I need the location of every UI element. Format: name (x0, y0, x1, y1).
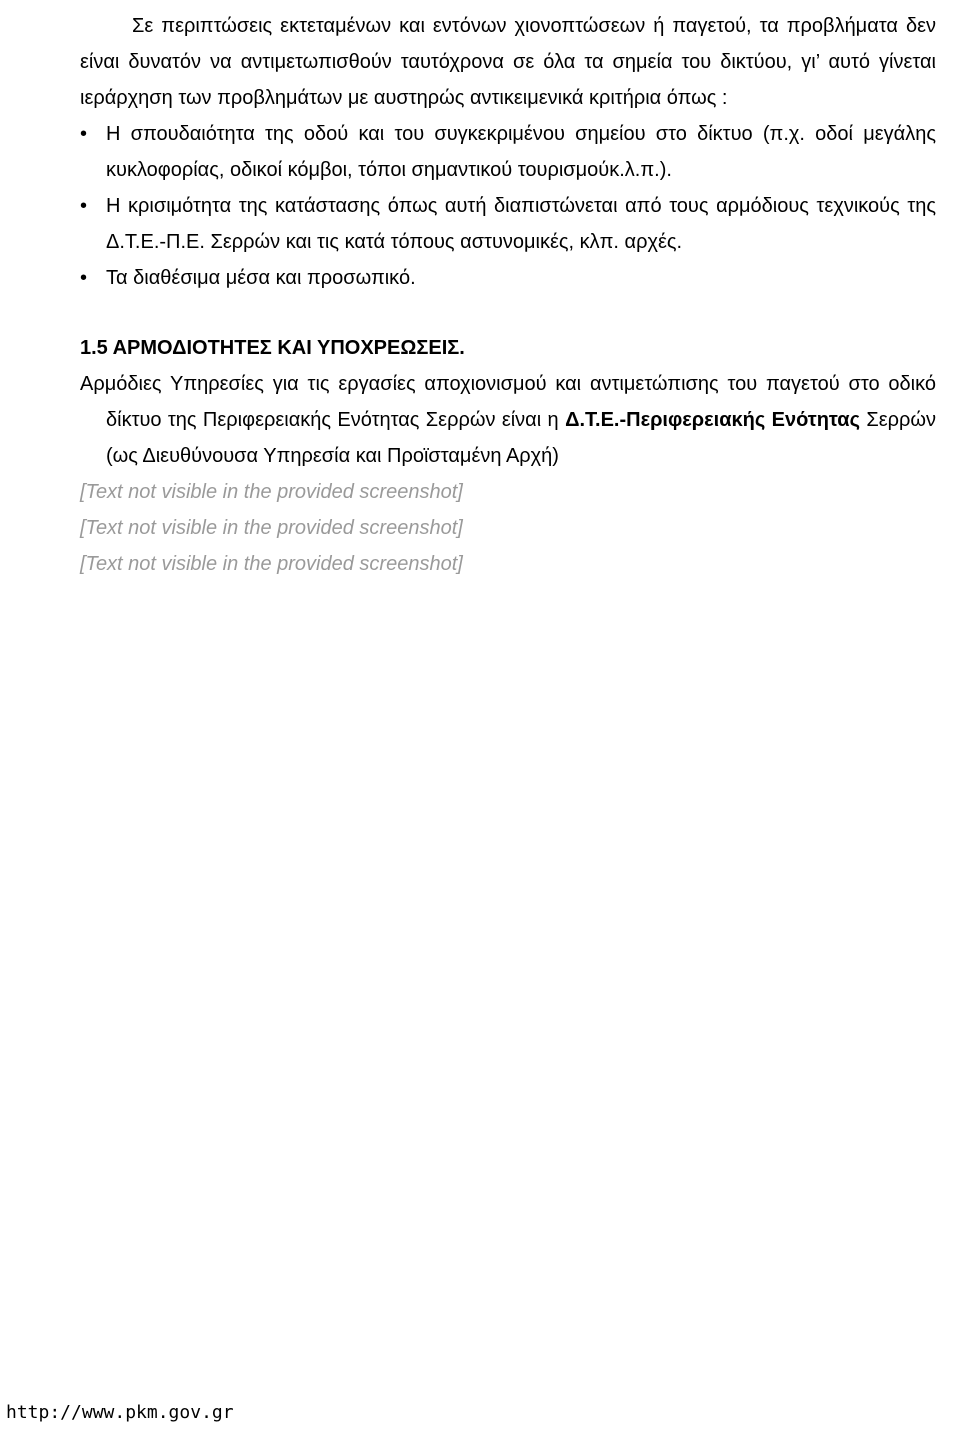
footer-url: http://www.pkm.gov.gr (6, 1402, 234, 1423)
criteria-item-criticality: • Η κρισιμότητα της κατάστασης όπως αυτή διαπιστώνεται από τους αρμόδιους τεχνικούς της Δ.Τ.Ε.-Π.Ε. Σερρών και τις κατά τόπους αστυνομικές, κλπ. αρχές. (80, 188, 936, 260)
criteria-list (80, 116, 936, 296)
intro-paragraph: Σε περιπτώσεις εκτεταμένων και εντόνων χιονοπτώσεων ή παγετού, τα προβλήματα δεν είναι δυνατόν να αντιμετωπισθούν ταυτόχρονα σε όλα τα σημεία του δικτύου, γι’ αυτό γίνεται ιεράρχηση των προβλημάτων με αυστηρώς αντικειμενικά κριτήρια όπως : (80, 15, 936, 109)
section-heading: 1.5 ΑΡΜΟΔΙΟΤΗΤΕΣ ΚΑΙ ΥΠΟΧΡΕΩΣΕΙΣ. (80, 337, 465, 359)
responsibilities-lead: Αρμόδιες Υπηρεσίες για τις εργασίες αποχιονισμού και αντιμετώπισης του παγετού στο οδικό δίκτυο της Περιφερειακής Ενότητας Σερρών είναι η (80, 373, 936, 431)
criteria-item-resources: • Τα διαθέσιμα μέσα και προσωπικό. (80, 260, 936, 296)
responsibilities-tail: Σερρών (ως Διευθύνουσα Υπηρεσία και Προϊσταμένη Αρχή) (106, 409, 937, 467)
placeholder-line: [Text not visible in the provided screenshot] (80, 553, 463, 575)
document-content (80, 8, 936, 582)
placeholder-line: [Text not visible in the provided screenshot] (80, 517, 463, 539)
responsibilities-paragraph (80, 366, 936, 474)
spacer (80, 296, 936, 312)
criteria-item-importance: • Η σπουδαιότητα της οδού και του συγκεκριμένου σημείου στο δίκτυο (π.χ. οδοί μεγάλης κυκλοφορίας, οδικοί κόμβοι, τόποι σημαντικού τουρισμούκ.λ.π.). (80, 116, 936, 188)
placeholder-line: [Text not visible in the provided screenshot] (80, 481, 463, 503)
responsibilities-bold-authority: Δ.Τ.Ε.-Περιφερειακής Ενότητας (565, 409, 860, 431)
